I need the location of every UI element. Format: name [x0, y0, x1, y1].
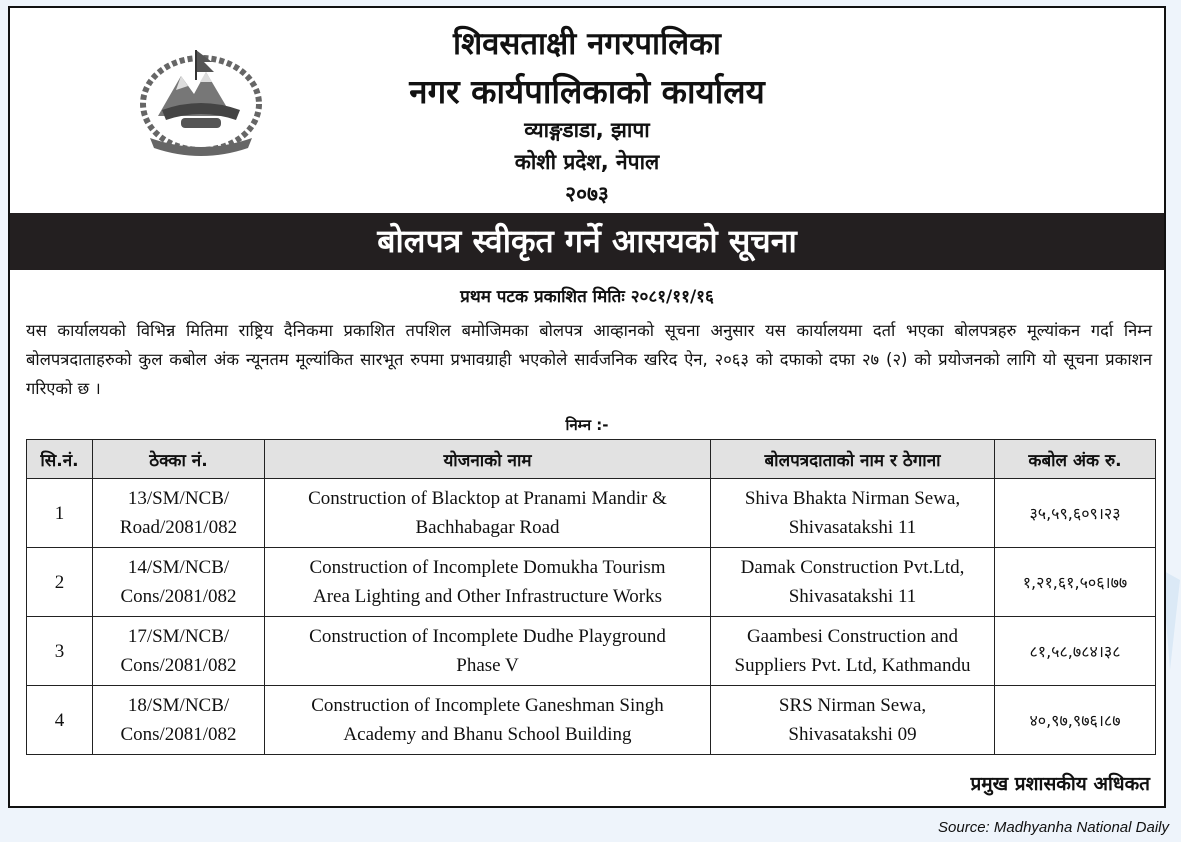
- bid-amount: ३५,५९,६०९।२३: [995, 479, 1156, 548]
- column-header-bidder: बोलपत्रदाताको नाम र ठेगाना: [711, 440, 995, 479]
- project-name-line1: Construction of Incomplete Domukha Tourism: [309, 557, 666, 578]
- contract-number-line1: 13/SM/NCB/: [127, 488, 230, 509]
- bidder-name: [711, 686, 995, 755]
- table-row: [27, 686, 1156, 755]
- bidder-name-line1: SRS Nirman Sewa,: [778, 695, 927, 716]
- notice-title-banner: बोलपत्र स्वीकृत गर्ने आसयको सूचना: [10, 213, 1164, 270]
- contract-number: [93, 617, 265, 686]
- publication-date: प्रथम पटक प्रकाशित मितिः २०८१/११/१६: [460, 287, 714, 307]
- table-row: [27, 617, 1156, 686]
- notice-body: यस कार्यालयको विभिन्न मितिमा राष्ट्रिय दैनिकमा प्रकाशित तपशिल बमोजिमका बोलपत्र आव्हानको सूचना अनुसार यस कार्यालयमा दर्ता भएका बोलपत्रहरु मूल्यांकन गर्दा निम्न बोलपत्रदाताहरुको कुल कबोल अंक न्यूनतम मूल्यांकित सारभूत रुपमा प्रभावग्राही भएकोले सार्वजनिक खरिद ऐन, २०६३ को दफाको दफा २७ (२) को प्रयोजनको लागि यो सूचना प्रकाशन गरिएको छ ।: [26, 321, 1152, 398]
- contract-number-line1: 18/SM/NCB/: [127, 695, 230, 716]
- bidder-name-line1: Gaambesi Construction and: [746, 626, 959, 647]
- bidder-name: [711, 479, 995, 548]
- project-name: [265, 617, 711, 686]
- contract-number: [93, 548, 265, 617]
- source-credit: Source: Madhyanha National Daily: [938, 819, 1169, 836]
- bid-amount: १,२१,६१,५०६।७७: [995, 548, 1156, 617]
- office-province: कोशी प्रदेश, नेपाल: [514, 150, 660, 174]
- serial-number: 1: [27, 479, 93, 548]
- bidder-name-line2: Shivasatakshi 09: [788, 724, 917, 745]
- bid-amount: ८१,५८,७८४।३८: [995, 617, 1156, 686]
- project-name-line1: Construction of Incomplete Ganeshman Singh: [311, 695, 664, 716]
- table-header-row: [27, 440, 1156, 479]
- bidder-name: [711, 548, 995, 617]
- column-header-amount: कबोल अंक रु.: [995, 440, 1156, 479]
- project-name: [265, 686, 711, 755]
- project-name-line2: Bachhabagar Road: [415, 517, 560, 538]
- bidder-name-line1: Shiva Bhakta Nirman Sewa,: [744, 488, 961, 509]
- contract-number-line1: 17/SM/NCB/: [127, 626, 230, 647]
- contract-number-line1: 14/SM/NCB/: [127, 557, 230, 578]
- contract-number: [93, 686, 265, 755]
- project-name-line2: Phase V: [456, 655, 519, 676]
- municipality-name: शिवसताक्षी नगरपालिका: [453, 26, 721, 62]
- contract-number-line2: Cons/2081/082: [120, 586, 237, 607]
- column-header-contract: ठेक्का नं.: [93, 440, 265, 479]
- contract-number-line2: Road/2081/082: [119, 517, 238, 538]
- bid-amount: ४०,९७,९७६।८७: [995, 686, 1156, 755]
- signatory-title: प्रमुख प्रशासकीय अधिकत: [970, 773, 1150, 795]
- column-header-sn: सि.नं.: [27, 440, 93, 479]
- serial-number: 4: [27, 686, 93, 755]
- project-name: [265, 548, 711, 617]
- bidder-name: [711, 617, 995, 686]
- serial-number: 3: [27, 617, 93, 686]
- project-name-line1: Construction of Incomplete Dudhe Playground: [309, 626, 666, 647]
- table-row: [27, 548, 1156, 617]
- serial-number: 2: [27, 548, 93, 617]
- bidder-name-line1: Damak Construction Pvt.Ltd,: [740, 557, 965, 578]
- project-name-line1: Construction of Blacktop at Pranami Mandir &: [308, 488, 667, 509]
- office-location: व्याङ्गडाडा, झापा: [524, 118, 650, 142]
- office-name: नगर कार्यपालिकाको कार्यालय: [409, 72, 765, 111]
- bid-table: [26, 439, 1156, 755]
- bidder-name-line2: Suppliers Pvt. Ltd, Kathmandu: [734, 655, 971, 676]
- column-header-project: योजनाको नाम: [265, 440, 711, 479]
- project-name-line2: Academy and Bhanu School Building: [343, 724, 632, 745]
- list-caption: निम्न :-: [565, 416, 609, 434]
- bidder-name-line2: Shivasatakshi 11: [788, 586, 917, 607]
- contract-number-line2: Cons/2081/082: [120, 655, 237, 676]
- project-name-line2: Area Lighting and Other Infrastructure Works: [313, 586, 662, 607]
- establishment-year: २०७३: [565, 182, 609, 206]
- project-name: [265, 479, 711, 548]
- table-row: [27, 479, 1156, 548]
- notice-sheet: [8, 6, 1166, 808]
- contract-number: [93, 479, 265, 548]
- contract-number-line2: Cons/2081/082: [120, 724, 237, 745]
- bidder-name-line2: Shivasatakshi 11: [788, 517, 917, 538]
